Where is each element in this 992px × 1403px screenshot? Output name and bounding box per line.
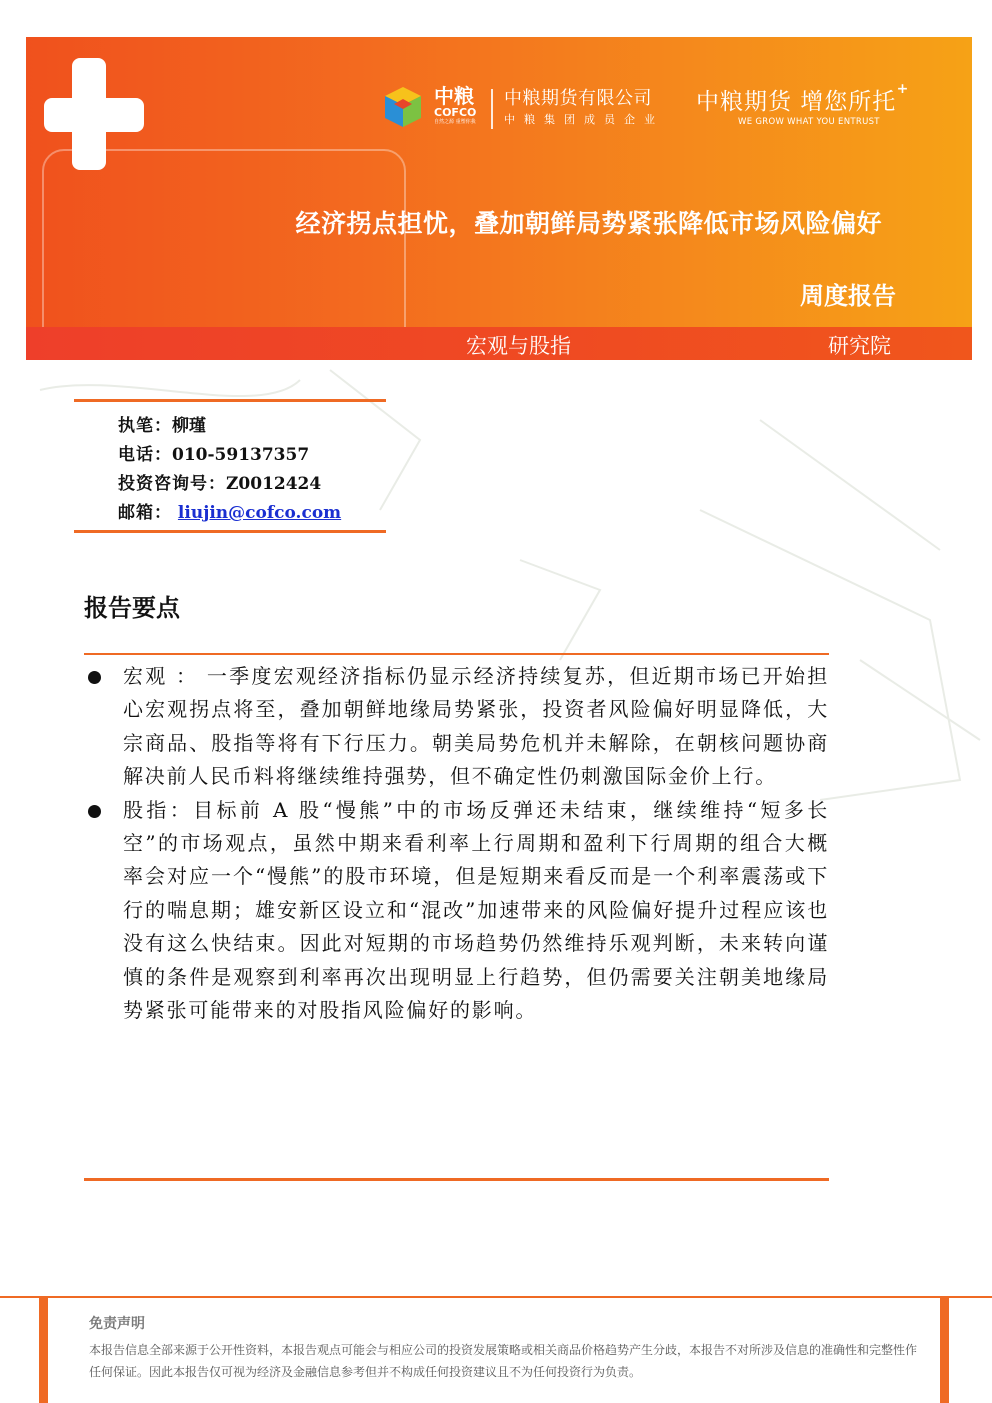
writer-label: 执笔：	[118, 416, 172, 436]
phone-label: 电话：	[118, 445, 172, 465]
footer-rule	[0, 1296, 992, 1298]
bullet-icon	[88, 805, 101, 818]
key-point-equity	[84, 794, 829, 1028]
phone-value: 010-59137357	[172, 445, 310, 465]
cofco-logo-text	[434, 85, 476, 126]
author-email-row	[118, 498, 341, 523]
key-points-title: 报告要点	[84, 593, 180, 622]
company-name: 中粮期货有限公司	[504, 88, 652, 109]
license-value: Z0012424	[226, 474, 322, 494]
logo-divider	[491, 89, 493, 129]
report-type: 周度报告	[800, 281, 896, 310]
cofco-logo-icon	[382, 85, 424, 129]
key-point-macro	[84, 660, 829, 794]
company-subtitle: 中粮集团成员企业	[504, 113, 664, 126]
category-band	[26, 327, 972, 360]
key-points-top-rule	[84, 653, 829, 655]
slogan-en: WE GROW WHAT YOU ENTRUST	[738, 117, 880, 127]
company-block	[504, 87, 664, 129]
license-label: 投资咨询号：	[118, 474, 226, 494]
writer-name: 柳瑾	[172, 416, 206, 436]
footer-right-post	[940, 1296, 949, 1403]
report-title: 经济拐点担忧，叠加朝鲜局势紧张降低市场风险偏好	[295, 209, 882, 238]
bullet-icon	[88, 671, 101, 684]
plus-icon	[44, 58, 144, 170]
report-department: 研究院	[828, 334, 891, 358]
key-point-text: 股指：目标前 A 股“慢熊”中的市场反弹还未结束，继续维持“短多长空”的市场观点，虽然中期来看利率上行周期和盈利下行周期的组合大概率会对应一个“慢熊”的股市环境，但是短期来看反而是一个利率震荡或下行的喘息期；雄安新区设立和“混改”加速带来的风险偏好提升过程应该也没有这么快结束。因此对短期的市场趋势仍然维持乐观判断，未来转向谨慎的条件是观察到利率再次出现明显上行趋势，但仍需要关注朝美地缘局势紧张可能带来的对股指风险偏好的影响。	[123, 797, 829, 1023]
email-link[interactable]: liujin@cofco.com	[177, 503, 342, 523]
author-phone-row	[118, 440, 309, 465]
disclaimer-text: 本报告信息全部来源于公开性资料，本报告观点可能会与相应公司的投资发展策略或相关商品价格趋势产生分歧，本报告不对所涉及信息的准确性和完整性作任何保证。因此本报告仅可视为经济及金融信息参考但并不构成任何投资建议且不为任何投资行为负责。	[89, 1343, 918, 1379]
report-banner	[26, 37, 972, 327]
disclaimer-title: 免责声明	[89, 1316, 145, 1332]
key-points-bottom-rule	[84, 1178, 829, 1181]
slogan-block	[696, 81, 909, 127]
footer-left-post	[39, 1296, 48, 1403]
key-point-text: 宏观 ： 一季度宏观经济指标仍显示经济持续复苏，但近期市场已开始担心宏观拐点将至，叠加朝鲜地缘局势紧张，投资者风险偏好明显降低，大宗商品、股指等将有下行压力。朝美局势危机并未解除，在朝核问题协商解决前人民币料将继续维持强势，但不确定性仍刺激国际金价上行。	[123, 664, 829, 789]
key-points-list	[84, 660, 829, 1027]
logo-cn: 中粮	[434, 84, 474, 108]
plus-small-icon: +	[896, 81, 909, 97]
author-license-row	[118, 469, 321, 494]
logo-tagline: 自然之源 重塑你我	[434, 119, 476, 125]
author-info-box	[74, 399, 386, 533]
report-category: 宏观与股指	[466, 334, 571, 358]
author-writer-row	[118, 411, 206, 436]
logo-en: COFCO	[434, 106, 477, 119]
email-label: 邮箱：	[118, 503, 172, 523]
slogan-cn: 中粮期货 增您所托	[696, 89, 897, 115]
